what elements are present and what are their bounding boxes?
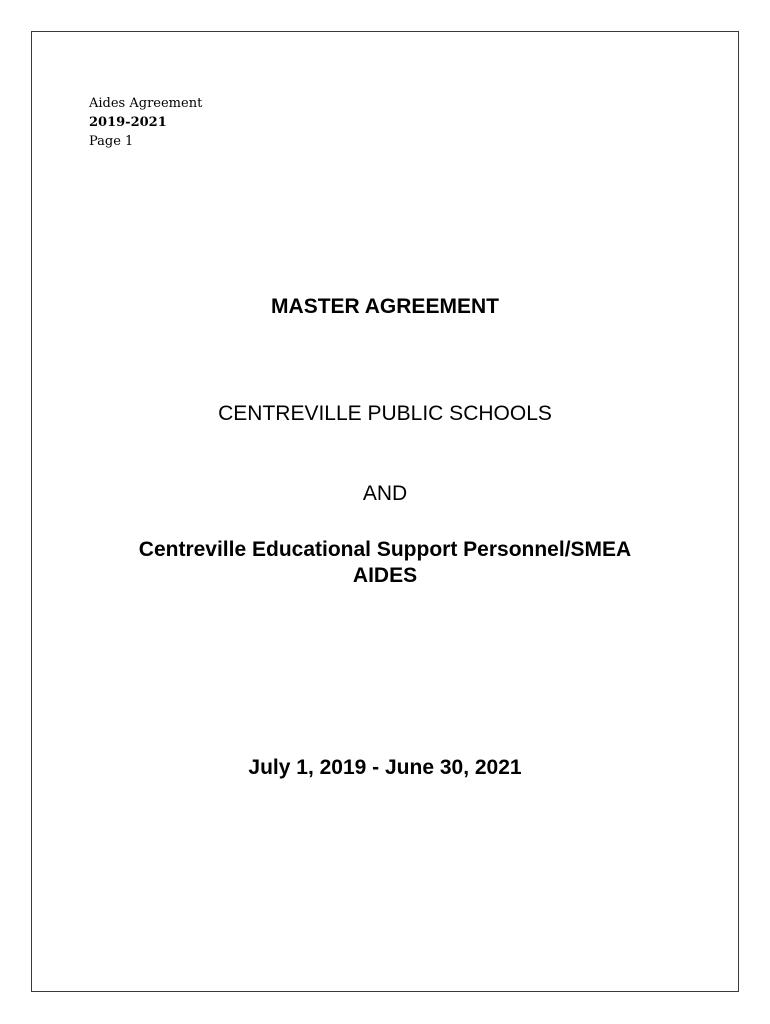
document-page	[31, 31, 739, 992]
union-name-line2: AIDES	[352, 564, 418, 587]
agreement-term: July 1, 2019 - June 30, 2021	[248, 756, 522, 779]
conjunction-text: AND	[362, 482, 408, 505]
header-title: Aides Agreement	[89, 96, 203, 111]
running-header	[89, 94, 202, 151]
header-page-number: Page 1	[89, 134, 134, 149]
main-title: MASTER AGREEMENT	[271, 295, 499, 318]
header-years: 2019-2021	[89, 115, 167, 130]
district-name: CENTREVILLE PUBLIC SCHOOLS	[218, 402, 552, 425]
union-name	[32, 537, 738, 589]
union-name-line1: Centreville Educational Support Personnel/SMEA	[138, 538, 632, 561]
